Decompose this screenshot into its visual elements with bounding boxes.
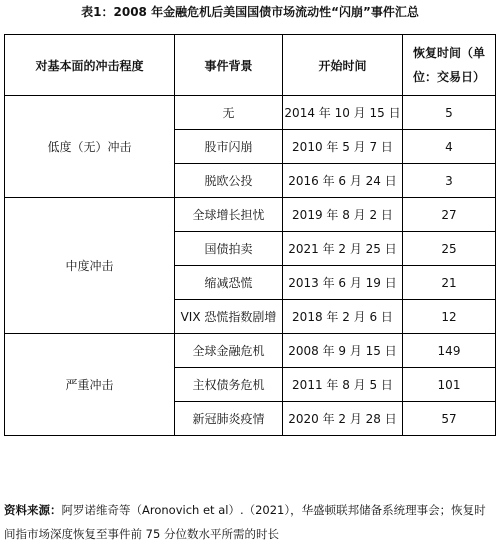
background-cell: 国债拍卖 [175, 232, 283, 266]
flash-crash-table [4, 34, 496, 436]
source-text: 阿罗诺维奇等（Aronovich et al）.（2021），华盛顿联邦储备系统理事会；恢复时间指市场深度恢复至事件前 75 分位数水平所需的时长 [4, 503, 486, 541]
recovery-cell: 5 [403, 96, 496, 130]
recovery-cell: 25 [403, 232, 496, 266]
background-cell: 缩减恐慌 [175, 266, 283, 300]
start-cell: 2019 年 8 月 2 日 [283, 198, 403, 232]
header-background: 事件背景 [175, 35, 283, 96]
recovery-cell: 21 [403, 266, 496, 300]
background-cell: 主权债务危机 [175, 368, 283, 402]
background-cell: 全球金融危机 [175, 334, 283, 368]
header-row [5, 35, 496, 96]
start-cell: 2013 年 6 月 19 日 [283, 266, 403, 300]
start-cell: 2011 年 8 月 5 日 [283, 368, 403, 402]
recovery-cell: 4 [403, 130, 496, 164]
recovery-cell: 12 [403, 300, 496, 334]
recovery-cell: 3 [403, 164, 496, 198]
table-row [5, 198, 496, 232]
table-row [5, 96, 496, 130]
start-cell: 2018 年 2 月 6 日 [283, 300, 403, 334]
recovery-cell: 57 [403, 402, 496, 436]
header-recovery-time: 恢复时间（单位：交易日） [403, 35, 496, 96]
recovery-cell: 101 [403, 368, 496, 402]
start-cell: 2016 年 6 月 24 日 [283, 164, 403, 198]
background-cell: 脱欧公投 [175, 164, 283, 198]
background-cell: 无 [175, 96, 283, 130]
source-label: 资料来源： [4, 503, 62, 517]
recovery-cell: 27 [403, 198, 496, 232]
header-start-time: 开始时间 [283, 35, 403, 96]
impact-cell: 低度（无）冲击 [5, 96, 175, 198]
impact-cell: 中度冲击 [5, 198, 175, 334]
table-row [5, 334, 496, 368]
background-cell: 新冠肺炎疫情 [175, 402, 283, 436]
background-cell: VIX 恐慌指数剧增 [175, 300, 283, 334]
background-cell: 股市闪崩 [175, 130, 283, 164]
start-cell: 2020 年 2 月 28 日 [283, 402, 403, 436]
header-impact: 对基本面的冲击程度 [5, 35, 175, 96]
impact-cell: 严重冲击 [5, 334, 175, 436]
recovery-cell: 149 [403, 334, 496, 368]
background-cell: 全球增长担忧 [175, 198, 283, 232]
start-cell: 2014 年 10 月 15 日 [283, 96, 403, 130]
table-title: 表1：2008 年金融危机后美国国债市场流动性“闪崩”事件汇总 [81, 5, 419, 19]
start-cell: 2008 年 9 月 15 日 [283, 334, 403, 368]
start-cell: 2021 年 2 月 25 日 [283, 232, 403, 266]
start-cell: 2010 年 5 月 7 日 [283, 130, 403, 164]
source-note [4, 498, 496, 546]
